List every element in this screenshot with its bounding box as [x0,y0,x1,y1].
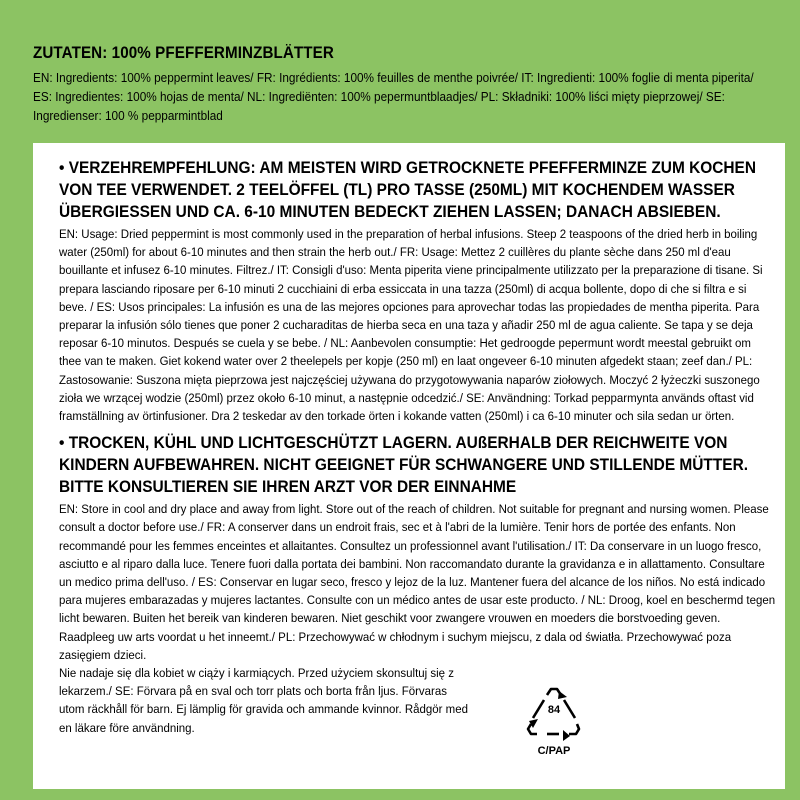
ingredients-section [0,0,800,140]
storage-heading: • TROCKEN, KÜHL UND LICHTGESCHÜTZT LAGERN. AUßERHALB DER REICHWEITE VON KINDERN AUFBEWAHREN. NICHT GEEIGNET FÜR SCHWANGERE UND STILLENDE MÜTTER. BITTE KONSULTIEREN SIE IHREN ARZT VOR DER EINNAHME [59,433,749,497]
storage-text-continued: Nie nadaje się dla kobiet w ciąży i karmiących. Przed użyciem skonsultuj się z lekarzem./ SE: Förvara på en sval och torr plats och borta från ljus. Förvaras utom räckhåll för barn. Ej lämplig för gravida och ammande kvinnor. Rådgör med en läkare före användning. [59,666,468,735]
ingredients-heading: ZUTATEN: 100% PFEFFERMINZBLÄTTER [33,44,334,62]
usage-heading: • VERZEHREMPFEHLUNG: AM MEISTEN WIRD GETROCKNETE PFEFFERMINZE ZUM KOCHEN VON TEE VERWENDET. 2 TEELÖFFEL (TL) PRO TASSE (250ML) MIT KOCHENDEM WASSER ÜBERGIESSEN UND CA. 6-10 MINUTEN BEDECKT ZIEHEN LASSEN; DANACH ABSIEBEN. [59,158,757,221]
recycling-code: 84 [547,704,561,716]
ingredients-text: EN: Ingredients: 100% peppermint leaves/ FR: Ingrédients: 100% feuilles de menthe poivrée/ IT: Ingredienti: 100% foglie di menta piperita/ ES: Ingredientes: 100% hojas de menta/ NL: Ingrediënten: 100% pepermuntblaadjes/ PL: Składniki: 100% liści mięty pieprzowej/ SE: Ingredienser: 100 % pepparmintblad [33,71,754,123]
info-panel [33,143,785,789]
storage-text: EN: Store in cool and dry place and away from light. Store out of the reach of children. Not suitable for pregnant and nursing women. Please consult a doctor before use./ FR: A conserver dans un endroit frais, sec et à l'abri de la lumière. Tenir hors de portée des enfants. Non recommandé pour les femmes enceintes et allaitantes. Consultez un professionnel avant l'utilisation./ IT: Da conservare in un luogo fresco, asciutto e al riparo dalla luce. Tenere fuori dalla portata dei bambini. Non raccomandato durante la gravidanza e in allattamento. Consultare un medico prima dell'uso. / ES: Conservar en lugar seco, fresco y lejoz de la luz. Mantener fuera del alcance de los niños. No está indicado para mujeres embarazadas y mujeres lactantes. Consulte con un médico antes de usar este producto. / NL: Droog, koel en beschermd tegen licht bewaren. Buiten het bereik van kinderen bewaren. Niet geschikt voor zwangere vrouwen en moeders die borstvoeding geven. Raadpleeg uw arts voordat u het inneemt./ PL: Przechowywać w chłodnym i suchym miejscu, z dala od światła. Przechowywać poza zasięgiem dzieci. [59,502,776,662]
recycling-symbol [523,687,587,759]
usage-text: EN: Usage: Dried peppermint is most commonly used in the preparation of herbal infusions. Steep 2 teaspoons of the dried herb in boiling water (250ml) for about 6-10 minutes and then strain the herb out./ FR: Usage: Mettez 2 cuillères du plante sèche dans 250 ml d'eau bouillante et infusez 6-10 minutes. Filtrez./ IT: Consigli d'uso: Menta piperita viene principalmente utilizzato per la preparazione di tisane. Si prepara lasciando riposare per 6-10 minuti 2 cucchiaini di erba essiccata in una tazza (250ml) di acqua bollente, dopo di che si filtra e si beve. / ES: Usos principales: La infusión es una de las mejores opciones para aprovechar todas las propiedades de mentha piperita. Para preparar la infusión sólo tienes que poner 2 cucharaditas de hierba seca en una taza y añadir 250 ml de agua caliente. Se tapa y se deja reposar 6-10 minutos. Después se cuela y se bebe. / NL: Aanbevolen consumptie: Het gedroogde pepermunt wordt meestal gebruikt om thee van te maken. Giet kokend water over 2 theelepels per kopje (250 ml) en laat ongeveer 6-10 minuten afgedekt staan; zeef dan./ PL: Zastosowanie: Suszona mięta pieprzowa jest najczęściej używana do przygotowywania naparów ziołowych. Moczyć 2 łyżeczki suszonego zioła we wrzącej wodzie (250ml) przez około 6-10 minut, a następnie odcedzić./ SE: Användning: Torkad pepparmynta används oftast vid framställning av örtinfusioner. Dra 2 teskedar av den torkade örten i kokande vatten (250ml) i ca 6-10 minuter och sila sedan ur örten. [59,227,763,424]
recycling-label: C/PAP [537,745,571,757]
